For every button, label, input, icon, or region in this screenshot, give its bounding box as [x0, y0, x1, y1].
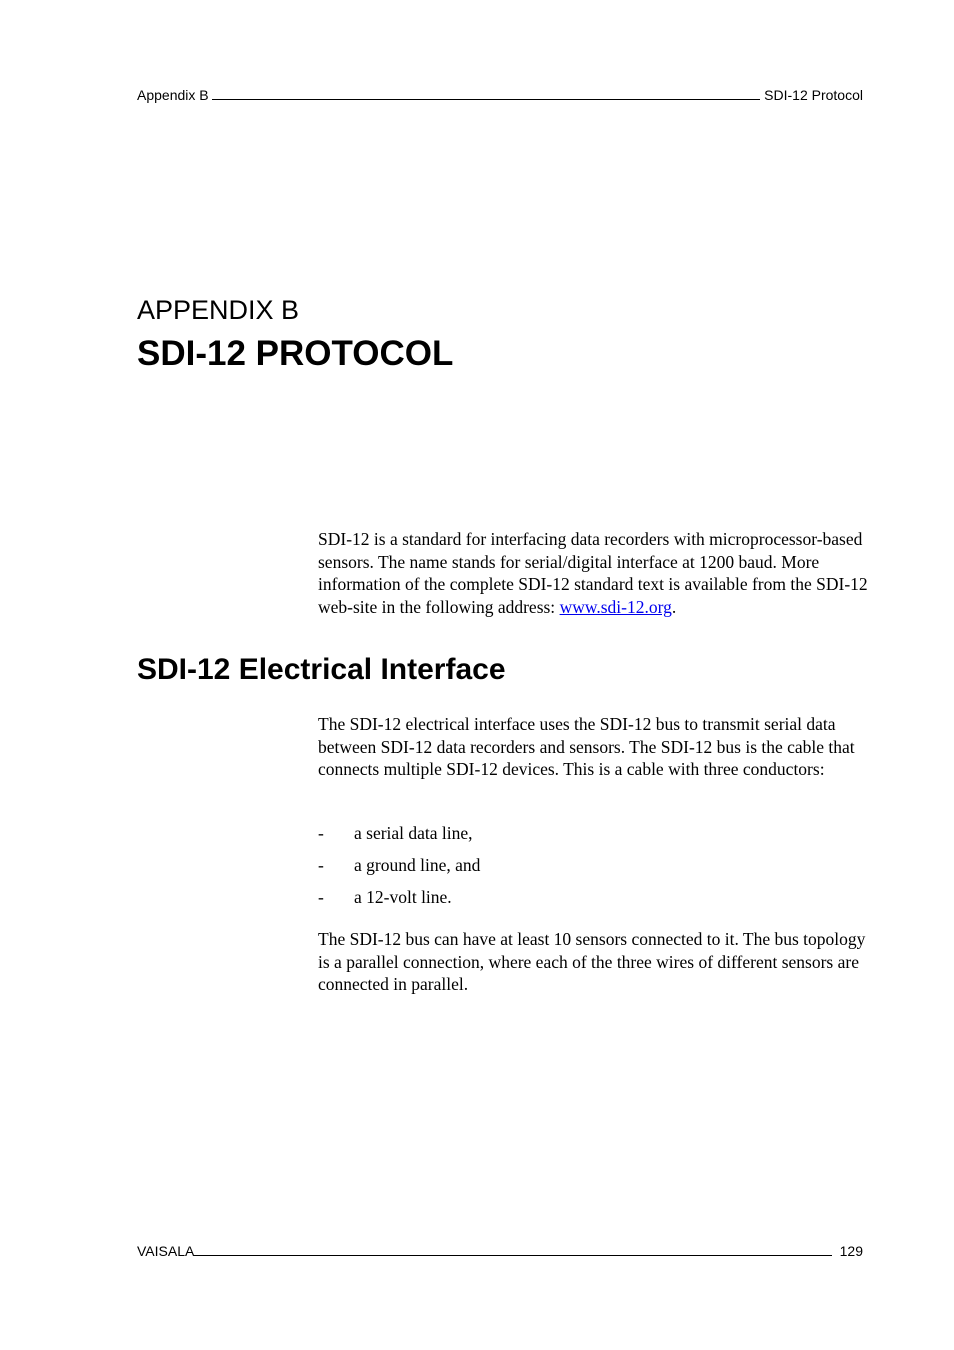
- running-header: [137, 87, 863, 107]
- bullet-dash: -: [318, 855, 324, 875]
- conductor-list: [318, 822, 868, 918]
- bullet-dash: -: [318, 887, 324, 907]
- appendix-title: SDI-12 PROTOCOL: [137, 334, 454, 373]
- intro-paragraph: [318, 528, 868, 618]
- intro-text: SDI-12 is a standard for interfacing data recorders with microprocessor-based sensors. The name stands for serial/digital interface at 1200 baud. More information of the complete SDI-12 standard text is available from the SDI-12 web-site in the following address:: [318, 529, 868, 617]
- list-item: [318, 886, 868, 918]
- list-item-text: a ground line, and: [354, 855, 481, 875]
- appendix-label: APPENDIX B: [137, 295, 300, 325]
- page-number: 129: [839, 1243, 863, 1259]
- section-heading: SDI-12 Electrical Interface: [137, 653, 506, 686]
- intro-suffix: .: [671, 596, 677, 617]
- bullet-dash: -: [318, 823, 324, 843]
- sdi12-website-link[interactable]: www.sdi-12.org: [559, 596, 672, 617]
- list-item-text: a serial data line,: [354, 823, 473, 843]
- header-section-title: SDI-12 Protocol: [764, 87, 863, 103]
- running-footer: [137, 1243, 863, 1263]
- footer-rule: [194, 1244, 831, 1256]
- list-item: [318, 822, 868, 854]
- list-item-text: a 12-volt line.: [354, 887, 452, 907]
- closing-paragraph: The SDI-12 bus can have at least 10 sensors connected to it. The bus topology is a parallel connection, where each of the three wires of different sensors are connected in parallel.: [318, 929, 866, 995]
- list-item: [318, 854, 868, 886]
- footer-company: VAISALA: [137, 1243, 195, 1259]
- interface-paragraph: The SDI-12 electrical interface uses the SDI-12 bus to transmit serial data between SDI-12 data recorders and sensors. The SDI-12 bus is the cable that connects multiple SDI-12 devices. This is a cable with three conductors:: [318, 714, 855, 780]
- header-rule: [212, 88, 761, 100]
- header-chapter: Appendix B: [137, 87, 209, 103]
